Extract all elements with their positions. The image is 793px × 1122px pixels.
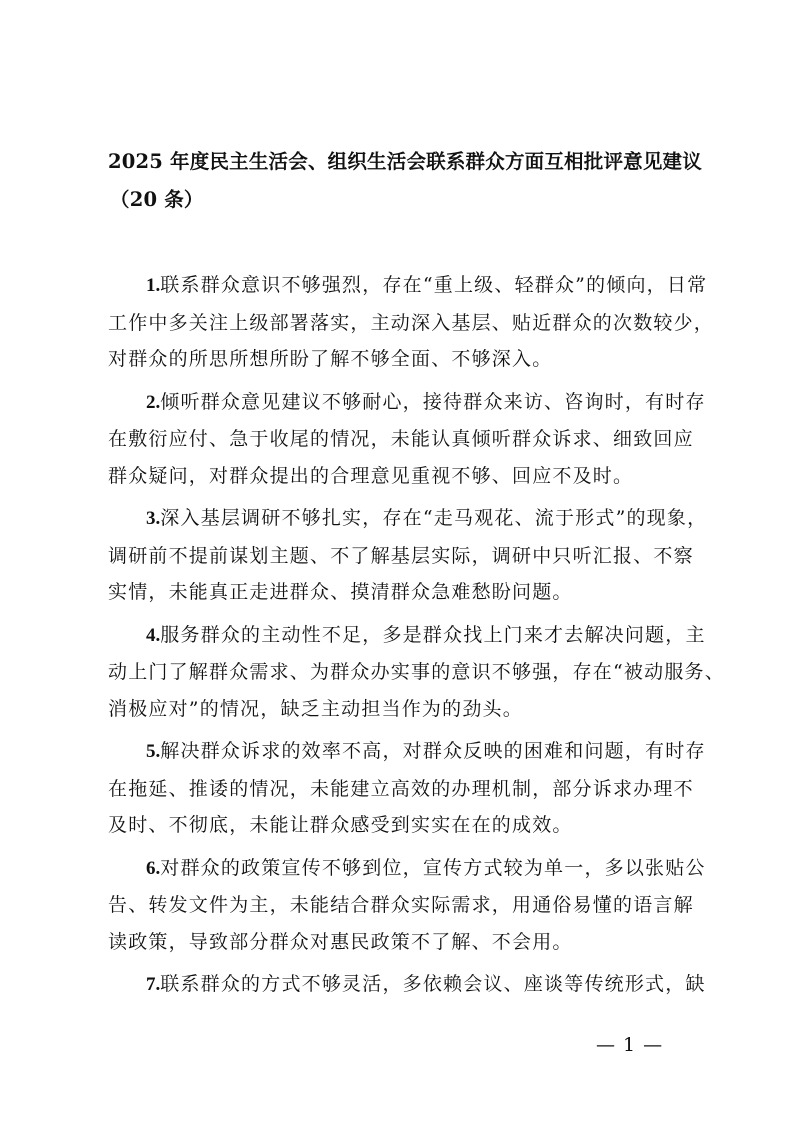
item-text-line: 联系群众的方式不够灵活，多依赖会议、座谈等传统形式，缺	[160, 973, 706, 995]
item-text-line: 调研前不提前谋划主题、不了解基层实际，调研中只听汇报、不察	[108, 544, 694, 567]
item-text-line: 读政策，导致部分群众对惠民政策不了解、不会用。	[108, 930, 573, 953]
item-number: 3.	[146, 508, 161, 529]
item-text-line: 联系群众意识不够强烈，存在“重上级、轻群众”的倾向，日常	[160, 274, 708, 296]
item-5	[108, 733, 706, 844]
title-line-1: 2025 年度民主生活会、组织生活会联系群众方面互相批评意见建议	[108, 150, 702, 173]
item-number: 7.	[146, 974, 161, 995]
item-text-line: 对群众的政策宣传不够到位，宣传方式较为单一，多以张贴公	[160, 856, 706, 879]
item-text-line: 及时、不彻底，未能让群众感受到实实在在的成效。	[108, 814, 573, 836]
document-body	[108, 267, 725, 1010]
item-text-line: 服务群众的主动性不足，多是群众找上门来才去解决问题，主	[160, 623, 706, 646]
item-text-line: 解决群众诉求的效率不高，对群众反映的困难和问题，有时存	[160, 740, 706, 762]
document-title	[108, 143, 702, 219]
item-2	[108, 384, 706, 495]
item-number: 1.	[146, 275, 161, 296]
item-number: 2.	[146, 391, 161, 413]
page-number: — 1 —	[596, 1034, 664, 1056]
item-text-line: 告、转发文件为主，未能结合群众实际需求，用通俗易懂的语言解	[108, 894, 694, 916]
item-1	[108, 267, 715, 378]
item-number: 5.	[146, 741, 161, 762]
item-4	[108, 617, 725, 728]
item-text-line: 对群众的所思所想所盼了解不够全面、不够深入。	[108, 348, 553, 370]
title-line-2: （20 条）	[110, 188, 204, 211]
item-3	[108, 500, 708, 611]
item-number: 4.	[146, 624, 161, 646]
item-text-line: 在拖延、推诿的情况，未能建立高效的办理机制，部分诉求办理不	[108, 777, 694, 800]
item-text-line: 倾听群众意见建议不够耐心，接待群众来访、咨询时，有时存	[160, 390, 706, 413]
item-text-line: 深入基层调研不够扎实，存在“走马观花、流于形式”的现象，	[160, 507, 708, 529]
item-text-line: 实情，未能真正走进群众、摸清群众急难愁盼问题。	[108, 581, 573, 603]
item-text-line: 在敷衍应付、急于收尾的情况，未能认真倾听群众诉求、细致回应	[108, 428, 694, 450]
item-number: 6.	[146, 857, 161, 879]
item-text-line: 工作中多关注上级部署落实，主动深入基层、贴近群众的次数较少，	[108, 311, 715, 334]
item-6	[108, 850, 706, 961]
item-text-line: 消极应对”的情况，缺乏主动担当作为的劲头。	[108, 697, 523, 720]
item-7	[108, 966, 706, 1004]
item-text-line: 群众疑问，对群众提出的合理意见重视不够、回应不及时。	[108, 464, 634, 487]
item-text-line: 动上门了解群众需求、为群众办实事的意识不够强，存在“被动服务、	[108, 661, 725, 683]
